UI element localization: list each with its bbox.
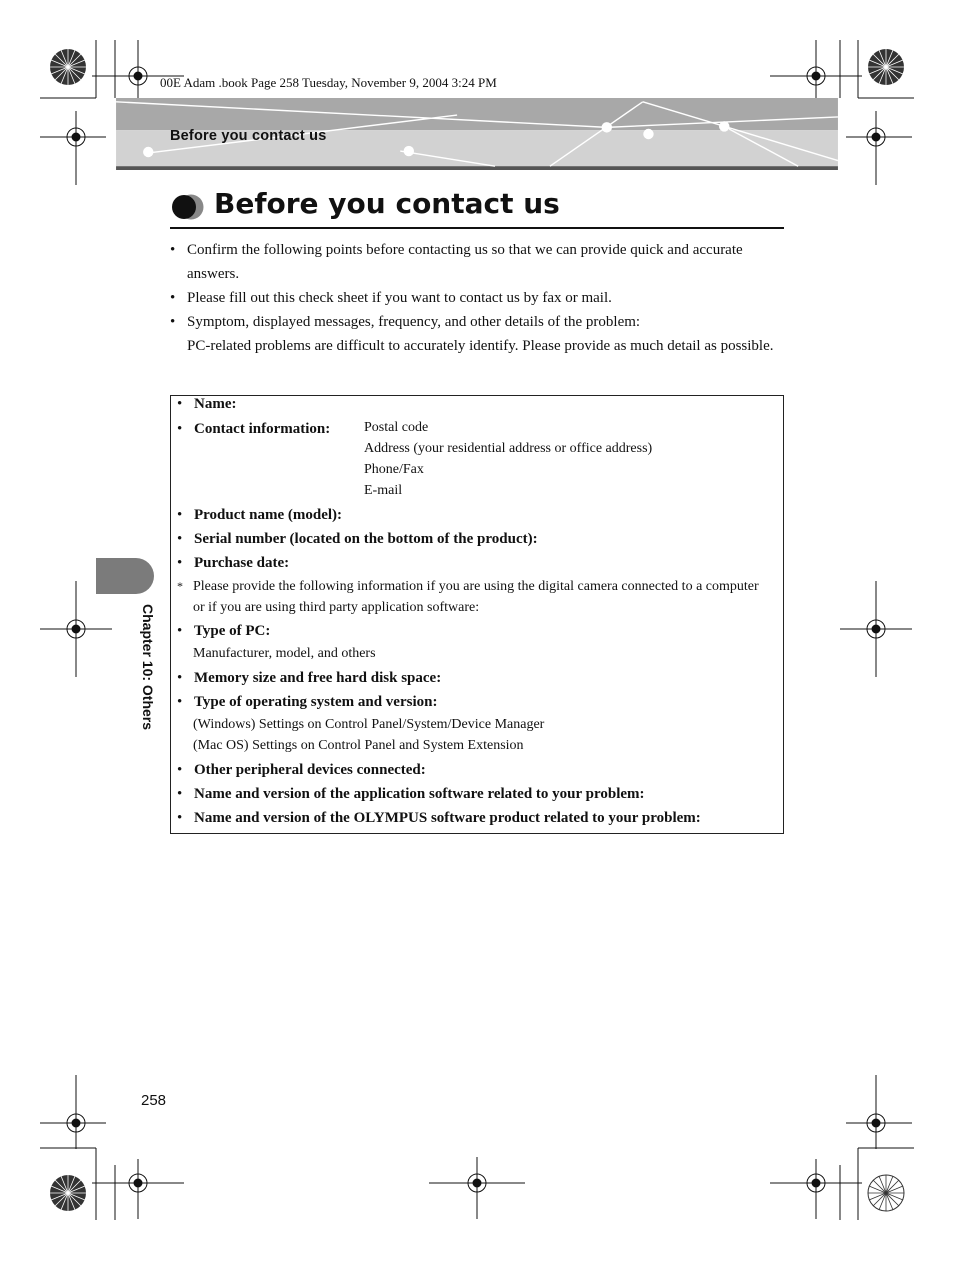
field-serial-number: • Serial number (located on the bottom of the product):	[177, 531, 538, 548]
intro-item: • Symptom, displayed messages, frequency, and other details of the problem:	[170, 310, 784, 334]
intro-list	[170, 238, 784, 358]
field-olympus-software: • Name and version of the OLYMPUS software product related to your problem:	[177, 810, 701, 827]
field-contact-info: • Contact information:	[177, 421, 330, 438]
chapter-tab	[96, 558, 154, 594]
field-type-of-pc: • Type of PC:	[177, 623, 270, 640]
intro-continuation: PC-related problems are difficult to accurately identify. Please provide as much detail as possible.	[187, 338, 774, 354]
page-title: Before you contact us	[214, 187, 560, 220]
intro-item: • Confirm the following points before contacting us so that we can provide quick and accurate answers.	[170, 238, 784, 286]
field-name: • Name:	[177, 396, 236, 413]
field-peripherals: • Other peripheral devices connected:	[177, 762, 426, 779]
field-os: • Type of operating system and version:	[177, 694, 437, 711]
field-product-name: • Product name (model):	[177, 507, 342, 524]
check-sheet	[170, 395, 784, 834]
contact-field: Phone/Fax	[364, 462, 424, 477]
contact-field: Postal code	[364, 420, 429, 435]
title-rule	[170, 227, 784, 229]
field-memory: • Memory size and free hard disk space:	[177, 670, 441, 687]
page-number: 258	[141, 1092, 167, 1109]
note-text: Please provide the following information if you are using the digital camera connected to a computer or if you are using third party application software:	[193, 579, 759, 615]
note	[177, 576, 767, 618]
field-app-software: • Name and version of the application software related to your problem:	[177, 786, 645, 803]
type-of-pc-detail: Manufacturer, model, and others	[193, 646, 376, 661]
title-bullet-icon	[170, 193, 206, 221]
os-detail: (Mac OS) Settings on Control Panel and System Extension	[193, 738, 524, 753]
os-detail: (Windows) Settings on Control Panel/System/Device Manager	[193, 717, 545, 732]
chapter-label: Chapter 10: Others	[140, 604, 156, 731]
note-asterisk: *	[177, 579, 183, 593]
header-section-title: Before you contact us	[170, 128, 327, 144]
intro-item: • Please fill out this check sheet if you want to contact us by fax or mail.	[170, 286, 784, 310]
print-info: 00E Adam .book Page 258 Tuesday, November 9, 2004 3:24 PM	[160, 75, 497, 90]
field-purchase-date: • Purchase date:	[177, 555, 289, 572]
contact-field: Address (your residential address or office address)	[364, 441, 653, 456]
contact-field: E-mail	[364, 483, 403, 498]
